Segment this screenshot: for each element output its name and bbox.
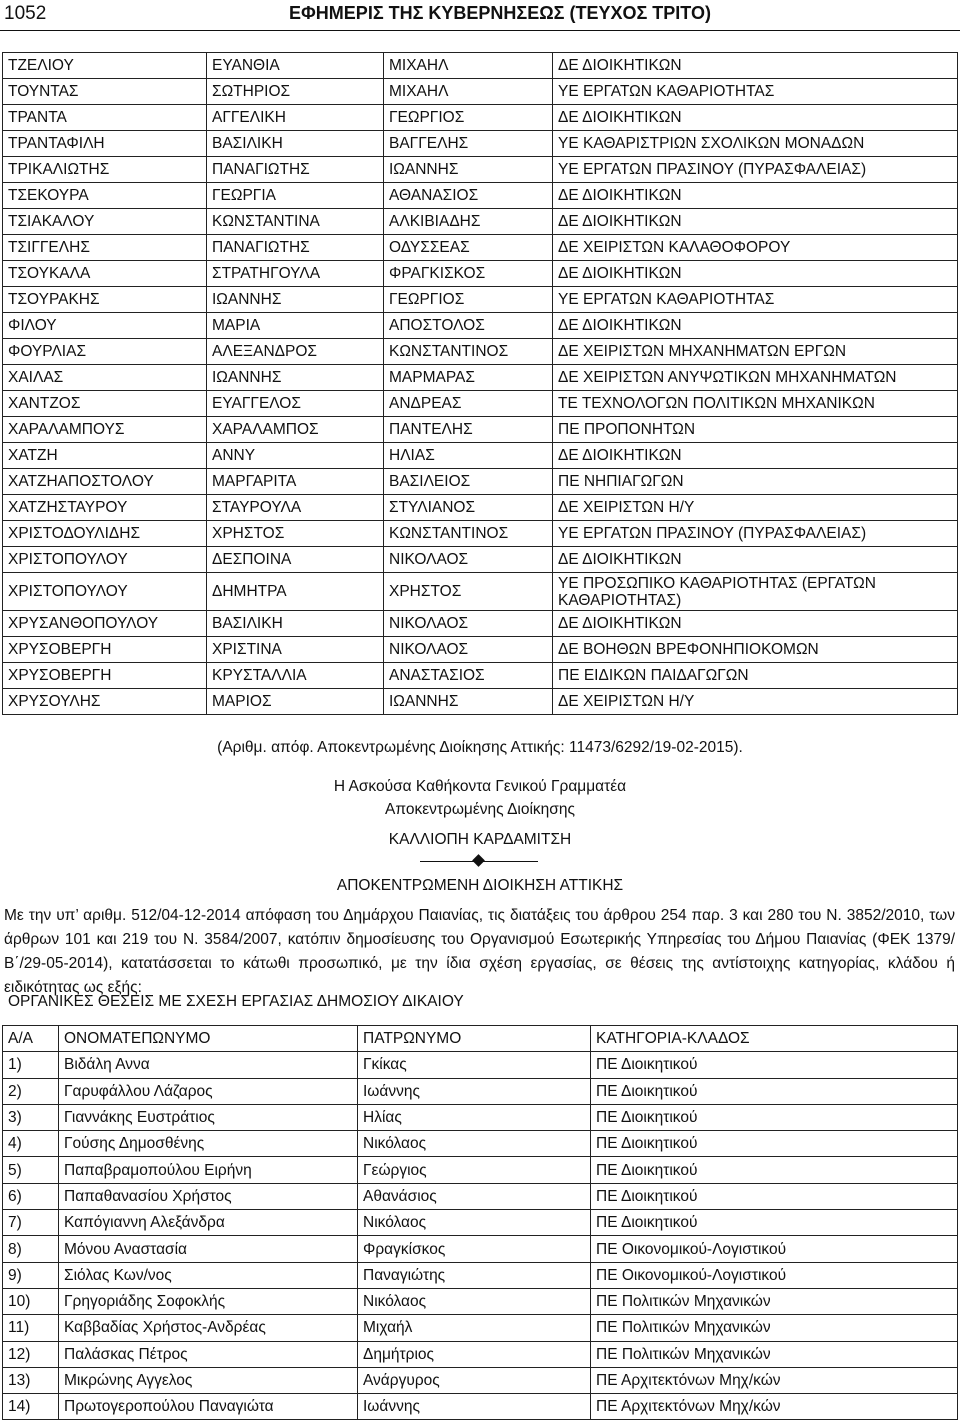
table-cell: ΑΓΓΕΛΙΚΗ <box>207 105 384 131</box>
table-cell: ΠΕ Διοικητικού <box>591 1131 958 1157</box>
table-cell: ΔΕ ΔΙΟΙΚΗΤΙΚΩΝ <box>553 261 958 287</box>
table-row <box>3 611 958 637</box>
table-cell: ΑΛΕΞΑΝΔΡΟΣ <box>207 339 384 365</box>
table-cell: ΜΑΡΓΑΡΙΤΑ <box>207 469 384 495</box>
table-cell: ΠΕ Αρχιτεκτόνων Μηχ/κών <box>591 1394 958 1420</box>
signatory-name: ΚΑΛΛΙΟΠΗ ΚΑΡΔΑΜΙΤΣΗ <box>388 831 572 848</box>
table-row <box>3 443 958 469</box>
table-cell: ΦΙΛΟΥ <box>3 313 207 339</box>
header-cell: ΟΝΟΜΑΤΕΠΩΝΥΜΟ <box>59 1026 358 1052</box>
table-cell: 13) <box>3 1367 59 1393</box>
table-row <box>3 1236 958 1262</box>
table-cell: Παπαβραμοπούλου Ειρήνη <box>59 1157 358 1183</box>
table-row <box>3 1104 958 1130</box>
table-row <box>3 105 958 131</box>
table-row <box>3 1394 958 1420</box>
table-cell: ΙΩΑΝΝΗΣ <box>207 287 384 313</box>
table-cell: ΑΝΔΡΕΑΣ <box>384 391 553 417</box>
table-row <box>3 1288 958 1314</box>
table-cell: ΙΩΑΝΝΗΣ <box>384 689 553 715</box>
table-cell: ΔΕ ΔΙΟΙΚΗΤΙΚΩΝ <box>553 547 958 573</box>
table-cell: Γαρυφάλλου Λάζαρος <box>59 1078 358 1104</box>
table-cell: ΧΡΙΣΤΙΝΑ <box>207 637 384 663</box>
table-cell: ΜΙΧΑΗΛ <box>384 79 553 105</box>
table-cell: ΧΑΤΖΗΣΤΑΥΡΟΥ <box>3 495 207 521</box>
table-cell: ΠΕ Διοικητικού <box>591 1183 958 1209</box>
table-cell: ΜΙΧΑΗΛ <box>384 53 553 79</box>
table-row <box>3 469 958 495</box>
table-row <box>3 1078 958 1104</box>
table-cell: Σιόλας Κων/νος <box>59 1262 358 1288</box>
table-cell: ΚΩΝΣΤΑΝΤΙΝΑ <box>207 209 384 235</box>
table-row <box>3 521 958 547</box>
table-cell: ΤΣΙΓΓΕΛΗΣ <box>3 235 207 261</box>
table-cell: 11) <box>3 1315 59 1341</box>
positions-table <box>2 1025 958 1420</box>
table-cell: ΝΙΚΟΛΑΟΣ <box>384 547 553 573</box>
table-row <box>3 183 958 209</box>
table-cell: ΠΕ ΕΙΔΙΚΩΝ ΠΑΙΔΑΓΩΓΩΝ <box>553 663 958 689</box>
table-cell: ΥΕ ΕΡΓΑΤΩΝ ΠΡΑΣΙΝΟΥ (ΠΥΡΑΣΦΑΛΕΙΑΣ) <box>553 157 958 183</box>
table-cell: Νικόλαος <box>358 1210 591 1236</box>
table-cell: ΔΕ ΧΕΙΡΙΣΤΩΝ ΚΑΛΑΘΟΦΟΡΟΥ <box>553 235 958 261</box>
table-cell: ΤΣΙΑΚΑΛΟΥ <box>3 209 207 235</box>
table-header-row <box>3 1026 958 1052</box>
table-cell: Ανάργυρος <box>358 1367 591 1393</box>
table-cell: ΠΕ Διοικητικού <box>591 1104 958 1130</box>
table-cell: ΓΕΩΡΓΙΑ <box>207 183 384 209</box>
table-row <box>3 79 958 105</box>
table-cell: ΚΡΥΣΤΑΛΛΙΑ <box>207 663 384 689</box>
table-cell: Παναγιώτης <box>358 1262 591 1288</box>
table-row <box>3 261 958 287</box>
table-cell: Ηλίας <box>358 1104 591 1130</box>
table-cell: ΠΕ ΠΡΟΠΟΝΗΤΩΝ <box>553 417 958 443</box>
table-row <box>3 1157 958 1183</box>
table-row <box>3 157 958 183</box>
table-cell: ΔΕ ΔΙΟΙΚΗΤΙΚΩΝ <box>553 105 958 131</box>
table-cell: ΤΖΕΛΙΟΥ <box>3 53 207 79</box>
table-cell: Γκίκας <box>358 1052 591 1078</box>
table-cell: ΠΕ Διοικητικού <box>591 1078 958 1104</box>
table-cell: ΥΕ ΠΡΟΣΩΠΙΚΟ ΚΑΘΑΡΙΟΤΗΤΑΣ (ΕΡΓΑΤΩΝ ΚΑΘΑΡΙΟΤΗΤΑΣ) <box>553 573 958 611</box>
table-cell: ΑΛΚΙΒΙΑΔΗΣ <box>384 209 553 235</box>
table-cell: ΜΑΡΜΑΡΑΣ <box>384 365 553 391</box>
table-cell: ΟΔΥΣΣΕΑΣ <box>384 235 553 261</box>
table-cell: ΒΑΓΓΕΛΗΣ <box>384 131 553 157</box>
table-cell: ΔΕ ΔΙΟΙΚΗΤΙΚΩΝ <box>553 611 958 637</box>
table-row <box>3 365 958 391</box>
table-cell: ΣΤΑΥΡΟΥΛΑ <box>207 495 384 521</box>
table-cell: ΜΑΡΙΑ <box>207 313 384 339</box>
table-cell: 9) <box>3 1262 59 1288</box>
table-cell: ΧΡΥΣΟΒΕΡΓΗ <box>3 663 207 689</box>
table-cell: Νικόλαος <box>358 1131 591 1157</box>
table-cell: ΒΑΣΙΛΕΙΟΣ <box>384 469 553 495</box>
table-cell: ΤΡΑΝΤΑΦΙΛΗ <box>3 131 207 157</box>
table-cell: ΗΛΙΑΣ <box>384 443 553 469</box>
table-cell: ΥΕ ΕΡΓΑΤΩΝ ΚΑΘΑΡΙΟΤΗΤΑΣ <box>553 79 958 105</box>
table-cell: ΣΤΡΑΤΗΓΟΥΛΑ <box>207 261 384 287</box>
table-row <box>3 235 958 261</box>
table-cell: ΦΡΑΓΚΙΣΚΟΣ <box>384 261 553 287</box>
table-cell: 5) <box>3 1157 59 1183</box>
table-row <box>3 1183 958 1209</box>
table-cell: Γούσης Δημοσθένης <box>59 1131 358 1157</box>
table-cell: ΥΕ ΚΑΘΑΡΙΣΤΡΙΩΝ ΣΧΟΛΙΚΩΝ ΜΟΝΑΔΩΝ <box>553 131 958 157</box>
decision-paragraph: Με την υπ’ αριθμ. 512/04-12-2014 απόφαση του Δημάρχου Παιανίας, τις διατάξεις του άρθρου 254 παρ. 3 και 280 του Ν. 3852/2010, των άρθρων 101 και 219 του Ν. 3584/2007, κατόπιν δημοσίευσης του Οργανισμού Εσωτερικής Υπηρεσίας του Δήμου Παιανίας (ΦΕΚ 1379/Β΄/29-05-2014), κατατάσσεται το κάτωθι προσωπικό, με την ίδια σχέση εργασίας, σε θέσεις της αντίστοιχης κατηγορίας, κλάδου ή ειδικότητας ως εξής: <box>4 907 955 996</box>
table-cell: ΤΣΟΥΡΑΚΗΣ <box>3 287 207 313</box>
table-cell: ΙΩΑΝΝΗΣ <box>384 157 553 183</box>
table-cell: ΥΕ ΕΡΓΑΤΩΝ ΚΑΘΑΡΙΟΤΗΤΑΣ <box>553 287 958 313</box>
table-row <box>3 417 958 443</box>
table-cell: ΠΕ Πολιτικών Μηχανικών <box>591 1288 958 1314</box>
table-cell: ΔΕ ΔΙΟΙΚΗΤΙΚΩΝ <box>553 443 958 469</box>
table-cell: ΙΩΑΝΝΗΣ <box>207 365 384 391</box>
table-row <box>3 1131 958 1157</box>
table-cell: ΑΠΟΣΤΟΛΟΣ <box>384 313 553 339</box>
table-cell: ΔΕ ΧΕΙΡΙΣΤΩΝ ΑΝΥΨΩΤΙΚΩΝ ΜΗΧΑΝΗΜΑΤΩΝ <box>553 365 958 391</box>
table-cell: Μικρώνης Αγγελος <box>59 1367 358 1393</box>
table-row <box>3 131 958 157</box>
table-cell: ΧΡΥΣΑΝΘΟΠΟΥΛΟΥ <box>3 611 207 637</box>
table-cell: Ιωάννης <box>358 1078 591 1104</box>
table-row <box>3 287 958 313</box>
table-cell: ΤΣΟΥΚΑΛΑ <box>3 261 207 287</box>
table-cell: ΠΕ Πολιτικών Μηχανικών <box>591 1341 958 1367</box>
header-cell: ΚΑΤΗΓΟΡΙΑ-ΚΛΑΔΟΣ <box>591 1026 958 1052</box>
table-cell: 2) <box>3 1078 59 1104</box>
table-cell: Δημήτριος <box>358 1341 591 1367</box>
page-number: 1052 <box>4 3 47 24</box>
table-cell: ΒΑΣΙΛΙΚΗ <box>207 611 384 637</box>
table-cell: Γιαννάκης Ευστράτιος <box>59 1104 358 1130</box>
table-cell: ΠΕ Αρχιτεκτόνων Μηχ/κών <box>591 1367 958 1393</box>
table-cell: ΧΑΤΖΗ <box>3 443 207 469</box>
table-row <box>3 573 958 611</box>
table-cell: Βιδάλη Αννα <box>59 1052 358 1078</box>
table-cell: 3) <box>3 1104 59 1130</box>
table-row <box>3 1052 958 1078</box>
table-cell: ΒΑΣΙΛΙΚΗ <box>207 131 384 157</box>
table-cell: 8) <box>3 1236 59 1262</box>
table-cell: ΧΡΗΣΤΟΣ <box>207 521 384 547</box>
table-cell: Μιχαήλ <box>358 1315 591 1341</box>
table-row <box>3 689 958 715</box>
table-cell: 1) <box>3 1052 59 1078</box>
table-cell: ΤΣΕΚΟΥΡΑ <box>3 183 207 209</box>
table-cell: ΧΡΙΣΤΟΠΟΥΛΟΥ <box>3 547 207 573</box>
table-cell: ΤΡΑΝΤΑ <box>3 105 207 131</box>
table-row <box>3 391 958 417</box>
table-cell: ΝΙΚΟΛΑΟΣ <box>384 611 553 637</box>
table-cell: ΣΤΥΛΙΑΝΟΣ <box>384 495 553 521</box>
table-cell: ΠΑΝΤΕΛΗΣ <box>384 417 553 443</box>
table-cell: ΠΕ Διοικητικού <box>591 1052 958 1078</box>
table-cell: Πρωτογεροπούλου Παναγιώτα <box>59 1394 358 1420</box>
table-cell: ΔΕ ΔΙΟΙΚΗΤΙΚΩΝ <box>553 313 958 339</box>
table-cell: ΠΕ Διοικητικού <box>591 1210 958 1236</box>
table-cell: ΔΕ ΔΙΟΙΚΗΤΙΚΩΝ <box>553 53 958 79</box>
table-cell: Μόνου Αναστασία <box>59 1236 358 1262</box>
header-cell: ΠΑΤΡΩΝΥΜΟ <box>358 1026 591 1052</box>
table-row <box>3 313 958 339</box>
table-row <box>3 495 958 521</box>
table-cell: ΤΟΥΝΤΑΣ <box>3 79 207 105</box>
table-cell: ΑΝΝΥ <box>207 443 384 469</box>
table-cell: ΧΑΤΖΗΑΠΟΣΤΟΛΟΥ <box>3 469 207 495</box>
table-row <box>3 547 958 573</box>
table-cell: ΤΕ ΤΕΧΝΟΛΟΓΩΝ ΠΟΛΙΤΙΚΩΝ ΜΗΧΑΝΙΚΩΝ <box>553 391 958 417</box>
page-header <box>0 0 960 31</box>
table-row <box>3 209 958 235</box>
table-cell: 10) <box>3 1288 59 1314</box>
gazette-title: ΕΦΗΜΕΡΙΣ ΤΗΣ ΚΥΒΕΡΝΗΣΕΩΣ (ΤΕΥΧΟΣ ΤΡΙΤΟ) <box>289 3 711 23</box>
table-row <box>3 637 958 663</box>
table-cell: ΧΡΙΣΤΟΔΟΥΛΙΔΗΣ <box>3 521 207 547</box>
table-cell: Φραγκίσκος <box>358 1236 591 1262</box>
signatory-role-line2: Αποκεντρωμένης Διοίκησης <box>385 801 575 818</box>
table-cell: 6) <box>3 1183 59 1209</box>
table-row <box>3 53 958 79</box>
header-cell: Α/Α <box>3 1026 59 1052</box>
table-cell: ΠΕ ΝΗΠΙΑΓΩΓΩΝ <box>553 469 958 495</box>
table-cell: ΕΥΑΓΓΕΛΟΣ <box>207 391 384 417</box>
table-cell: 12) <box>3 1341 59 1367</box>
table-cell: ΧΡΥΣΟΥΛΗΣ <box>3 689 207 715</box>
table-cell: ΠΕ Πολιτικών Μηχανικών <box>591 1315 958 1341</box>
table-cell: ΑΘΑΝΑΣΙΟΣ <box>384 183 553 209</box>
table-row <box>3 1367 958 1393</box>
table-row <box>3 339 958 365</box>
diamond-icon <box>472 854 485 867</box>
table-cell: ΔΕ ΔΙΟΙΚΗΤΙΚΩΝ <box>553 209 958 235</box>
table-cell: Ιωάννης <box>358 1394 591 1420</box>
table-cell: 7) <box>3 1210 59 1236</box>
section-title: ΑΠΟΚΕΝΤΡΩΜΕΝΗ ΔΙΟΙΚΗΣΗ ΑΤΤΙΚΗΣ <box>336 877 624 894</box>
table-cell: ΣΩΤΗΡΙΟΣ <box>207 79 384 105</box>
table-cell: Αθανάσιος <box>358 1183 591 1209</box>
table-cell: ΔΕΣΠΟΙΝΑ <box>207 547 384 573</box>
table-cell: Καπόγιαννη Αλεξάνδρα <box>59 1210 358 1236</box>
table-cell: 4) <box>3 1131 59 1157</box>
table-row <box>3 1341 958 1367</box>
table-cell: ΔΗΜΗΤΡΑ <box>207 573 384 611</box>
table-cell: ΓΕΩΡΓΙΟΣ <box>384 287 553 313</box>
table-row <box>3 1315 958 1341</box>
table-cell: ΧΡΥΣΟΒΕΡΓΗ <box>3 637 207 663</box>
staff-table <box>2 52 958 715</box>
table-cell: ΧΑΙΛΑΣ <box>3 365 207 391</box>
table-cell: ΔΕ ΒΟΗΘΩΝ ΒΡΕΦΟΝΗΠΙΟΚΟΜΩΝ <box>553 637 958 663</box>
table-cell: ΧΡΗΣΤΟΣ <box>384 573 553 611</box>
table-cell: Νικόλαος <box>358 1288 591 1314</box>
table-row <box>3 663 958 689</box>
decision-reference: (Αριθμ. απόφ. Αποκεντρωμένης Διοίκησης Αττικής: 11473/6292/19-02-2015). <box>217 739 743 756</box>
table-cell: ΝΙΚΟΛΑΟΣ <box>384 637 553 663</box>
table-cell: ΤΡΙΚΑΛΙΩΤΗΣ <box>3 157 207 183</box>
table-cell: ΔΕ ΧΕΙΡΙΣΤΩΝ Η/Υ <box>553 495 958 521</box>
table-cell: 14) <box>3 1394 59 1420</box>
table-cell: ΔΕ ΔΙΟΙΚΗΤΙΚΩΝ <box>553 183 958 209</box>
table-cell: ΜΑΡΙΟΣ <box>207 689 384 715</box>
table-cell: ΠΑΝΑΓΙΩΤΗΣ <box>207 235 384 261</box>
signatory-role-line1: Η Ασκούσα Καθήκοντα Γενικού Γραμματέα <box>333 778 627 795</box>
table-cell: ΔΕ ΧΕΙΡΙΣΤΩΝ Η/Υ <box>553 689 958 715</box>
table-cell: ΧΑΡΑΛΑΜΠΟΣ <box>207 417 384 443</box>
table-cell: ΧΑΝΤΖΟΣ <box>3 391 207 417</box>
table-row <box>3 1262 958 1288</box>
table-row <box>3 1210 958 1236</box>
table-cell: Γρηγοριάδης Σοφοκλής <box>59 1288 358 1314</box>
table-cell: ΧΑΡΑΛΑΜΠΟΥΣ <box>3 417 207 443</box>
table-cell: ΔΕ ΧΕΙΡΙΣΤΩΝ ΜΗΧΑΝΗΜΑΤΩΝ ΕΡΓΩΝ <box>553 339 958 365</box>
table-cell: ΦΟΥΡΛΙΑΣ <box>3 339 207 365</box>
table-cell: ΑΝΑΣΤΑΣΙΟΣ <box>384 663 553 689</box>
table-cell: Γεώργιος <box>358 1157 591 1183</box>
table-cell: ΠΕ Διοικητικού <box>591 1157 958 1183</box>
table-cell: ΚΩΝΣΤΑΝΤΙΝΟΣ <box>384 339 553 365</box>
table-cell: ΥΕ ΕΡΓΑΤΩΝ ΠΡΑΣΙΝΟΥ (ΠΥΡΑΣΦΑΛΕΙΑΣ) <box>553 521 958 547</box>
table-cell: ΚΩΝΣΤΑΝΤΙΝΟΣ <box>384 521 553 547</box>
table-cell: ΓΕΩΡΓΙΟΣ <box>384 105 553 131</box>
subheading: ΟΡΓΑΝΙΚΕΣ ΘΕΣΕΙΣ ΜΕ ΣΧΕΣΗ ΕΡΓΑΣΙΑΣ ΔΗΜΟΣΙΟΥ ΔΙΚΑΙΟΥ <box>8 993 464 1010</box>
table-cell: Παπαθανασίου Χρήστος <box>59 1183 358 1209</box>
table-cell: Παλάσκας Πέτρος <box>59 1341 358 1367</box>
table-cell: ΠΑΝΑΓΙΩΤΗΣ <box>207 157 384 183</box>
table-cell: Καββαδίας Χρήστος-Ανδρέας <box>59 1315 358 1341</box>
table-cell: ΕΥΑΝΘΙΑ <box>207 53 384 79</box>
table-cell: ΠΕ Οικονομικού-Λογιστικού <box>591 1262 958 1288</box>
table-cell: ΠΕ Οικονομικού-Λογιστικού <box>591 1236 958 1262</box>
table-cell: ΧΡΙΣΤΟΠΟΥΛΟΥ <box>3 573 207 611</box>
